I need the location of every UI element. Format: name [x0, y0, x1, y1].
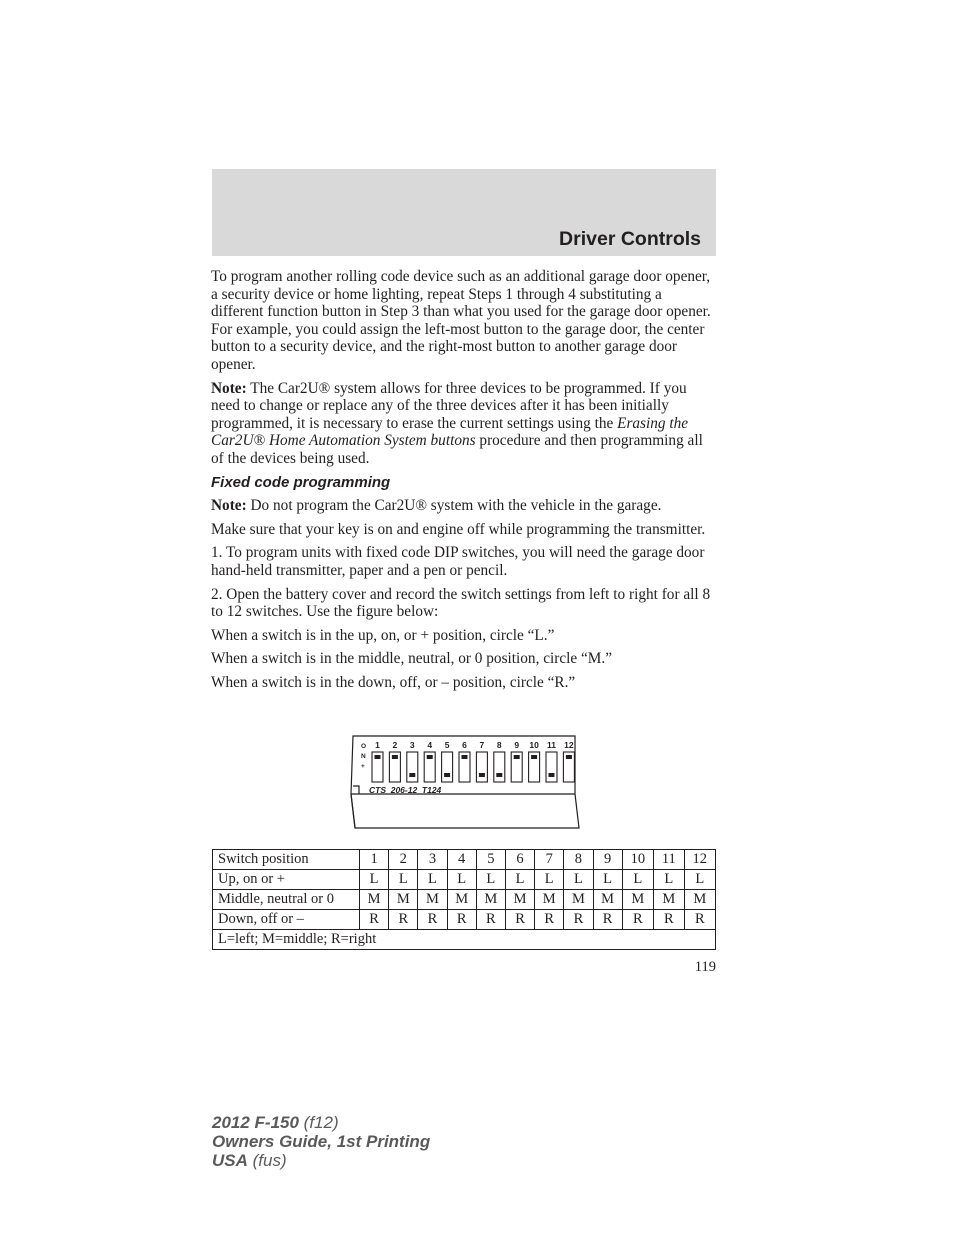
switch-number-label: 1 [375, 740, 380, 750]
table-cell: R [622, 910, 653, 930]
dip-switch-toggle [462, 755, 468, 759]
header-band [212, 169, 716, 256]
table-cell: R [505, 910, 534, 930]
switch-number-label: 8 [496, 740, 502, 750]
footer-model: 2012 F-150 [212, 1113, 299, 1132]
table-cell: M [505, 890, 534, 910]
column-header-cell: 7 [535, 850, 564, 870]
table-cell: L [418, 870, 447, 890]
switch-number-label: 5 [444, 740, 450, 750]
dip-switch-toggle [514, 755, 520, 759]
table-cell: L [593, 870, 622, 890]
note-italic-procedure: Erasing the Car2U® Home Automation System buttons [211, 414, 689, 450]
table-cell: R [447, 910, 476, 930]
table-cell: R [535, 910, 564, 930]
table-cell: M [447, 890, 476, 910]
table-cell: R [389, 910, 418, 930]
table-cell: M [418, 890, 447, 910]
table-cell: M [389, 890, 418, 910]
table-cell: M [360, 890, 389, 910]
switch-number-label: 7 [479, 740, 485, 750]
note-label: Note: [211, 497, 247, 515]
footer-line-1 [212, 1113, 430, 1132]
table-cell: L [389, 870, 418, 890]
dip-switch-figure [345, 730, 585, 836]
table-cell: R [360, 910, 389, 930]
dip-switch-slot [442, 752, 453, 782]
table-footnote-row [213, 930, 716, 950]
footer-region-code: (fus) [247, 1151, 287, 1170]
dip-switch-toggle [375, 755, 381, 759]
column-header-cell: 6 [505, 850, 534, 870]
table-cell: M [593, 890, 622, 910]
header-label-cell: Switch position [213, 850, 360, 870]
column-header-cell: 10 [622, 850, 653, 870]
switch-number-label: 6 [462, 740, 467, 750]
row-label-cell: Down, off or – [213, 910, 360, 930]
dip-switch-toggle [566, 755, 572, 759]
switch-number-label: 9 [514, 740, 520, 750]
switch-number-label: 10 [529, 740, 539, 750]
dip-switch-toggle [392, 755, 398, 759]
dip-switch-toggle [479, 773, 485, 777]
row-label-cell: Up, on or + [213, 870, 360, 890]
switch-number-label: 4 [427, 740, 433, 750]
table-cell: M [622, 890, 653, 910]
column-header-cell: 5 [476, 850, 505, 870]
section-title: Driver Controls [559, 228, 701, 250]
table-cell: R [418, 910, 447, 930]
column-header-cell: 4 [447, 850, 476, 870]
table-cell: M [564, 890, 593, 910]
figure-side-label: O [361, 743, 367, 750]
table-cell: L [476, 870, 505, 890]
footer-region: USA [212, 1151, 248, 1170]
line-middle-position: When a switch is in the middle, neutral, or 0 position, circle “M.” [211, 650, 613, 668]
dip-switch-slot [546, 752, 557, 782]
dip-switch-toggle [496, 773, 502, 777]
column-header-cell: 8 [564, 850, 593, 870]
switch-number-label: 2 [392, 740, 398, 750]
footer-guide-printing: Owners Guide, 1st Printing [212, 1132, 431, 1151]
note-garage [211, 497, 717, 515]
column-header-cell: 2 [389, 850, 418, 870]
table-cell: L [447, 870, 476, 890]
figure-code-text: CTS 206-12 T124 [369, 785, 442, 795]
column-header-cell: 3 [418, 850, 447, 870]
table-row [213, 910, 716, 930]
table-cell: L [622, 870, 653, 890]
table-row [213, 870, 716, 890]
table-cell: R [654, 910, 685, 930]
row-label-cell: Middle, neutral or 0 [213, 890, 360, 910]
footer-line-3 [212, 1151, 430, 1170]
column-header-cell: 9 [593, 850, 622, 870]
footer-print-info [212, 1113, 430, 1170]
table-row [213, 890, 716, 910]
table-footnote-cell: L=left; M=middle; R=right [213, 930, 716, 950]
table-cell: M [476, 890, 505, 910]
footer-line-2 [212, 1132, 430, 1151]
step-2: 2. Open the battery cover and record the switch settings from left to right for all 8 to 12 switches. Use the figure below: [211, 585, 711, 621]
note-garage-text: Do not program the Car2U® system with the vehicle in the garage. [246, 497, 662, 515]
step-1: 1. To program units with fixed code DIP switches, you will need the garage door hand-held transmitter, paper and a pen or pencil. [211, 544, 705, 579]
line-down-position: When a switch is in the down, off, or – position, circle “R.” [211, 673, 576, 691]
switch-position-table [212, 849, 716, 950]
table-cell: L [564, 870, 593, 890]
table-cell: R [476, 910, 505, 930]
table-cell: R [684, 910, 715, 930]
dip-switch-slot [494, 752, 505, 782]
table-cell: M [654, 890, 685, 910]
table-cell: R [564, 910, 593, 930]
figure-side-label: + [361, 763, 365, 770]
switch-number-label: 12 [564, 740, 574, 750]
note-text-b: procedure and then programming all of the devices being used. [211, 432, 703, 467]
table-cell: R [593, 910, 622, 930]
dip-switch-toggle [549, 773, 555, 777]
figure-side-label: N [361, 753, 366, 760]
table-cell: L [684, 870, 715, 890]
footer-model-code: (f12) [298, 1113, 339, 1132]
paragraph-key-on: Make sure that your key is on and engine off while programming the transmitter. [211, 520, 706, 538]
column-header-cell: 11 [654, 850, 685, 870]
page-number: 119 [694, 959, 716, 975]
table-cell: L [360, 870, 389, 890]
paragraph-rolling-code: To program another rolling code device such as an additional garage door opener, a security device or home lighting, repeat Steps 1 through 4 substituting a different function button in Step 3 than what you used for the garage door opener. For example, you could assign the left-most button to the garage door, the center button to a security device, and the right-most button to another garage door opener. [211, 268, 711, 373]
dip-switch-toggle [427, 755, 433, 759]
dip-switch-slot [476, 752, 487, 782]
note-label: Note: [211, 379, 247, 397]
switch-number-label: 3 [409, 740, 415, 750]
table-header-row [213, 850, 716, 870]
note-three-devices [211, 380, 717, 468]
dip-switch-toggle [444, 773, 450, 777]
note-text-a: The Car2U® system allows for three devices to be programmed. If you need to change or replace any of the three devices after it has been initially programmed, it is necessary to erase the current settings using the [211, 379, 687, 432]
line-up-position: When a switch is in the up, on, or + position, circle “L.” [211, 626, 555, 644]
table-cell: L [654, 870, 685, 890]
dip-switch-toggle [531, 755, 537, 759]
table-cell: M [684, 890, 715, 910]
table-cell: M [535, 890, 564, 910]
subheading-fixed-code: Fixed code programming [211, 473, 391, 491]
table-cell: L [505, 870, 534, 890]
page-content [211, 268, 717, 697]
column-header-cell: 12 [684, 850, 715, 870]
dip-switch-toggle [409, 773, 415, 777]
column-header-cell: 1 [360, 850, 389, 870]
switch-number-label: 11 [547, 740, 556, 750]
table-cell: L [535, 870, 564, 890]
dip-switch-slot [407, 752, 418, 782]
